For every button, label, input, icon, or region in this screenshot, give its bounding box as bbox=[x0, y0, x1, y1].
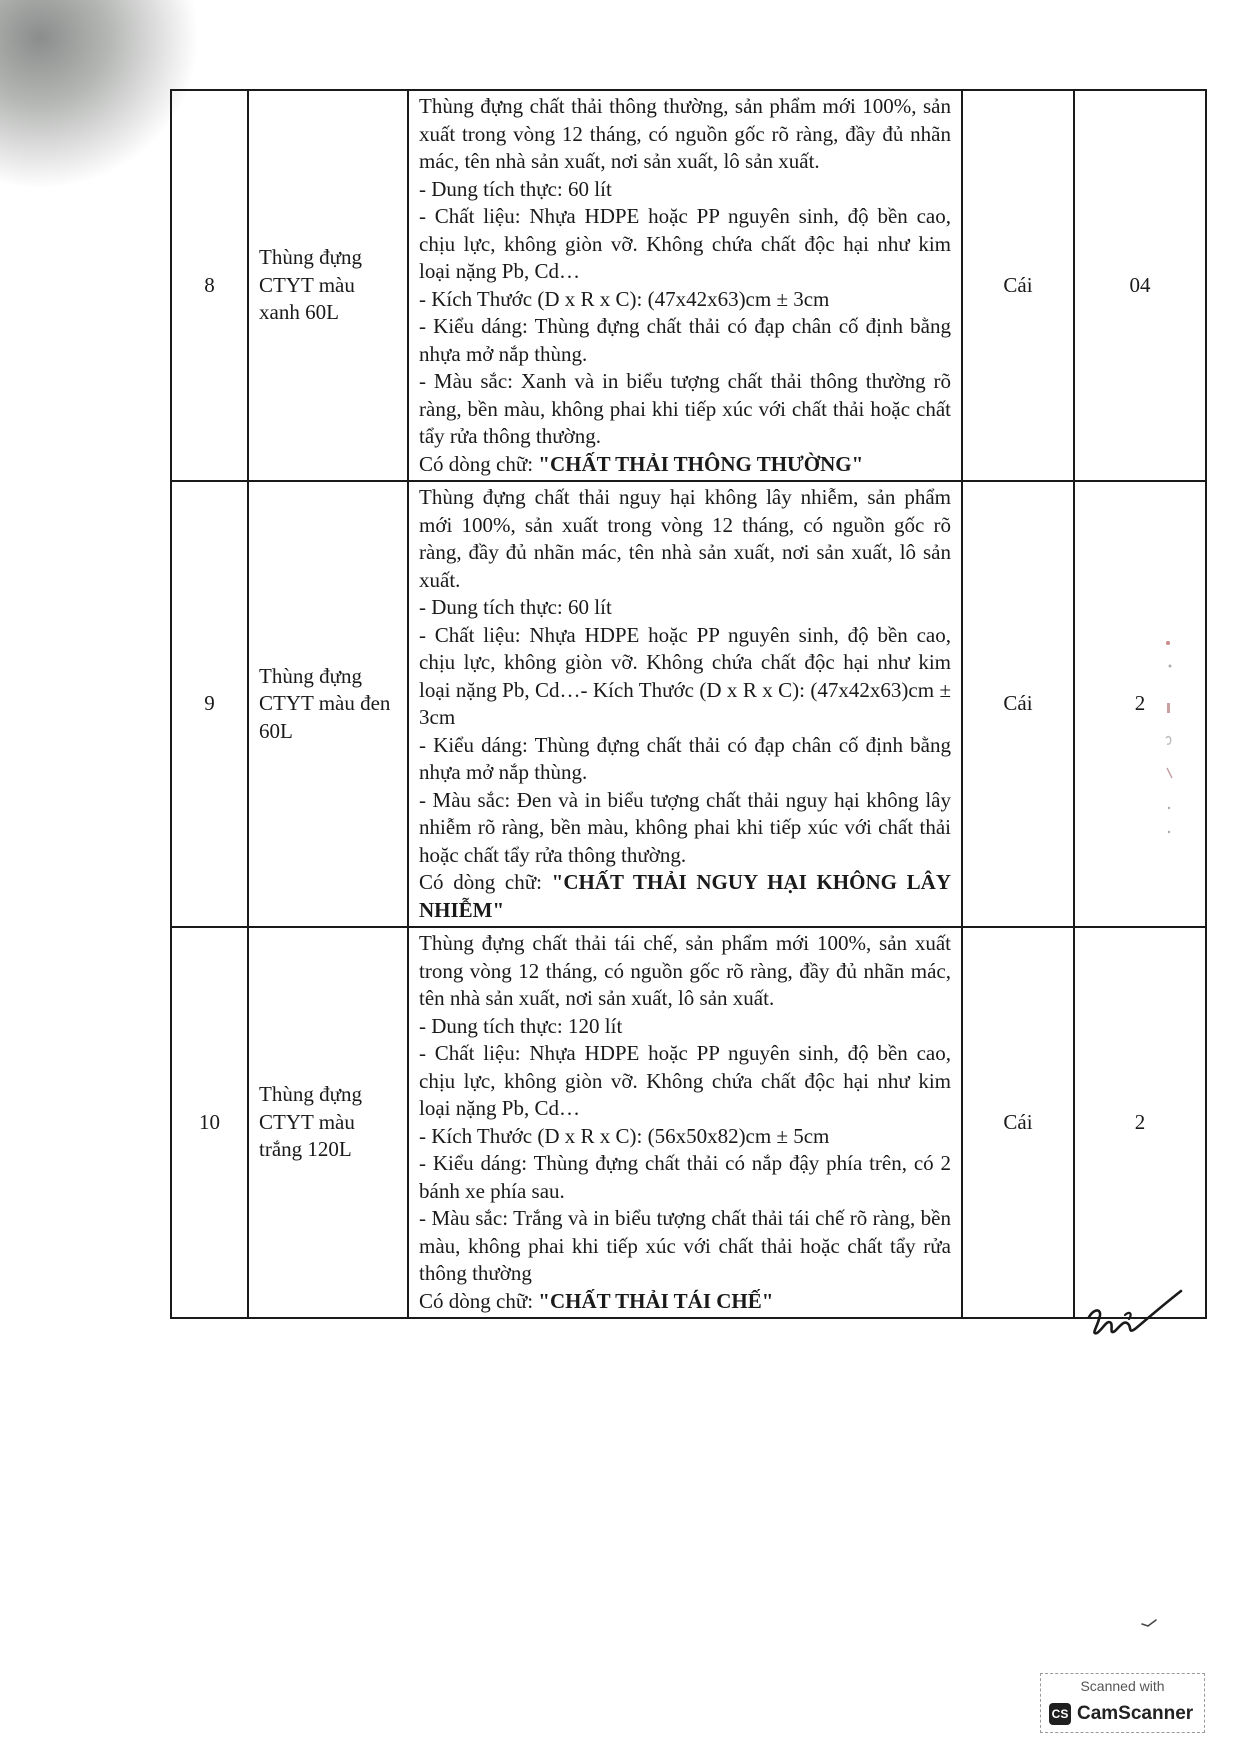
item-name: Thùng đựng CTYT màu xanh 60L bbox=[248, 90, 408, 481]
description-line: Thùng đựng chất thải thông thường, sản phẩm mới 100%, sản xuất trong vòng 12 tháng, có nguồn gốc rõ ràng, đầy đủ nhãn mác, tên nhà sản xuất, nơi sản xuất, lô sản xuất. bbox=[419, 94, 951, 173]
item-quantity: 04 bbox=[1074, 90, 1206, 481]
signature-mark bbox=[1085, 1285, 1185, 1345]
watermark-brand: CamScanner bbox=[1077, 1703, 1194, 1724]
description-line: - Kiểu dáng: Thùng đựng chất thải có đạp chân cố định bằng nhựa mở nắp thùng. bbox=[419, 732, 951, 784]
item-description bbox=[408, 927, 962, 1318]
description-line: Thùng đựng chất thải tái chế, sản phẩm mới 100%, sản xuất trong vòng 12 tháng, có nguồn gốc rõ ràng, đầy đủ nhãn mác, tên nhà sản xuất, nơi sản xuất, lô sản xuất. bbox=[419, 931, 951, 1010]
camscanner-watermark bbox=[1040, 1673, 1205, 1733]
label-prefix: Có dòng chữ: bbox=[419, 1288, 539, 1313]
stray-mark bbox=[1140, 1618, 1158, 1628]
camscanner-logo-icon: CS bbox=[1049, 1703, 1071, 1725]
description-line: - Màu sắc: Trắng và in biểu tượng chất thải tái chế rõ ràng, bền màu, không phai khi tiếp xúc với chất thải hoặc chất tẩy rửa thông thường bbox=[419, 1206, 951, 1285]
label-line bbox=[419, 451, 951, 479]
label-prefix: Có dòng chữ: bbox=[419, 870, 552, 894]
item-description bbox=[408, 90, 962, 481]
watermark-caption: Scanned with bbox=[1080, 1678, 1165, 1694]
label-text: "CHẤT THẢI THÔNG THƯỜNG" bbox=[538, 451, 864, 476]
table-row bbox=[171, 481, 1206, 927]
description-line: - Kiểu dáng: Thùng đựng chất thải có nắp đậy phía trên, có 2 bánh xe phía sau. bbox=[419, 1151, 951, 1203]
label-prefix: Có dòng chữ: bbox=[419, 451, 539, 476]
item-unit: Cái bbox=[962, 481, 1074, 927]
table-row bbox=[171, 927, 1206, 1318]
margin-specks bbox=[1163, 638, 1177, 838]
table-row bbox=[171, 90, 1206, 481]
description-line: Thùng đựng chất thải nguy hại không lây nhiễm, sản phẩm mới 100%, sản xuất trong vòng 12 tháng, có nguồn gốc rõ ràng, đầy đủ nhãn mác, tên nhà sản xuất, nơi sản xuất, lô sản xuất. bbox=[419, 485, 951, 592]
row-number: 10 bbox=[171, 927, 248, 1318]
description-line: - Dung tích thực: 120 lít bbox=[419, 1013, 623, 1038]
item-quantity: 2 bbox=[1074, 481, 1206, 927]
description-line: - Chất liệu: Nhựa HDPE hoặc PP nguyên sinh, độ bền cao, chịu lực, không giòn vỡ. Không chứa chất độc hại như kim loại nặng Pb, Cd… bbox=[419, 204, 951, 283]
item-unit: Cái bbox=[962, 90, 1074, 481]
item-name: Thùng đựng CTYT màu đen 60L bbox=[248, 481, 408, 927]
item-quantity: 2 bbox=[1074, 927, 1206, 1318]
description-line: - Kích Thước (D x R x C): (47x42x63)cm ± 3cm bbox=[419, 286, 830, 311]
description-line: - Màu sắc: Xanh và in biểu tượng chất thải thông thường rõ ràng, bền màu, không phai khi tiếp xúc với chất thải hoặc chất tẩy rửa thông thường. bbox=[419, 369, 951, 448]
description-line: - Dung tích thực: 60 lít bbox=[419, 176, 612, 201]
label-line bbox=[419, 869, 951, 924]
row-number: 8 bbox=[171, 90, 248, 481]
item-unit: Cái bbox=[962, 927, 1074, 1318]
description-line: - Kiểu dáng: Thùng đựng chất thải có đạp chân cố định bằng nhựa mở nắp thùng. bbox=[419, 314, 951, 366]
description-line: - Kích Thước (D x R x C): (56x50x82)cm ± 5cm bbox=[419, 1123, 830, 1148]
label-line bbox=[419, 1288, 951, 1316]
label-text: "CHẤT THẢI TÁI CHẾ" bbox=[538, 1288, 774, 1313]
item-description bbox=[408, 481, 962, 927]
row-number: 9 bbox=[171, 481, 248, 927]
description-line: - Màu sắc: Đen và in biểu tượng chất thải nguy hại không lây nhiễm rõ ràng, bền màu, không phai khi tiếp xúc với chất thải hoặc chất tẩy rửa thông thường. bbox=[419, 787, 951, 867]
description-line: - Dung tích thực: 60 lít bbox=[419, 595, 612, 619]
item-name: Thùng đựng CTYT màu trắng 120L bbox=[248, 927, 408, 1318]
specification-table bbox=[170, 89, 1207, 1319]
label-text: "CHẤT THẢI NGUY HẠI KHÔNG LÂY NHIỄM" bbox=[419, 870, 951, 922]
description-line: - Chất liệu: Nhựa HDPE hoặc PP nguyên sinh, độ bền cao, chịu lực, không giòn vỡ. Không chứa chất độc hại như kim loại nặng Pb, Cd… bbox=[419, 1041, 951, 1120]
description-line: - Chất liệu: Nhựa HDPE hoặc PP nguyên sinh, độ bền cao, chịu lực, không giòn vỡ. Không chứa chất độc hại như kim loại nặng Pb, Cd…- Kích Thước (D x R x C): (47x42x63)cm ± 3cm bbox=[419, 622, 951, 729]
